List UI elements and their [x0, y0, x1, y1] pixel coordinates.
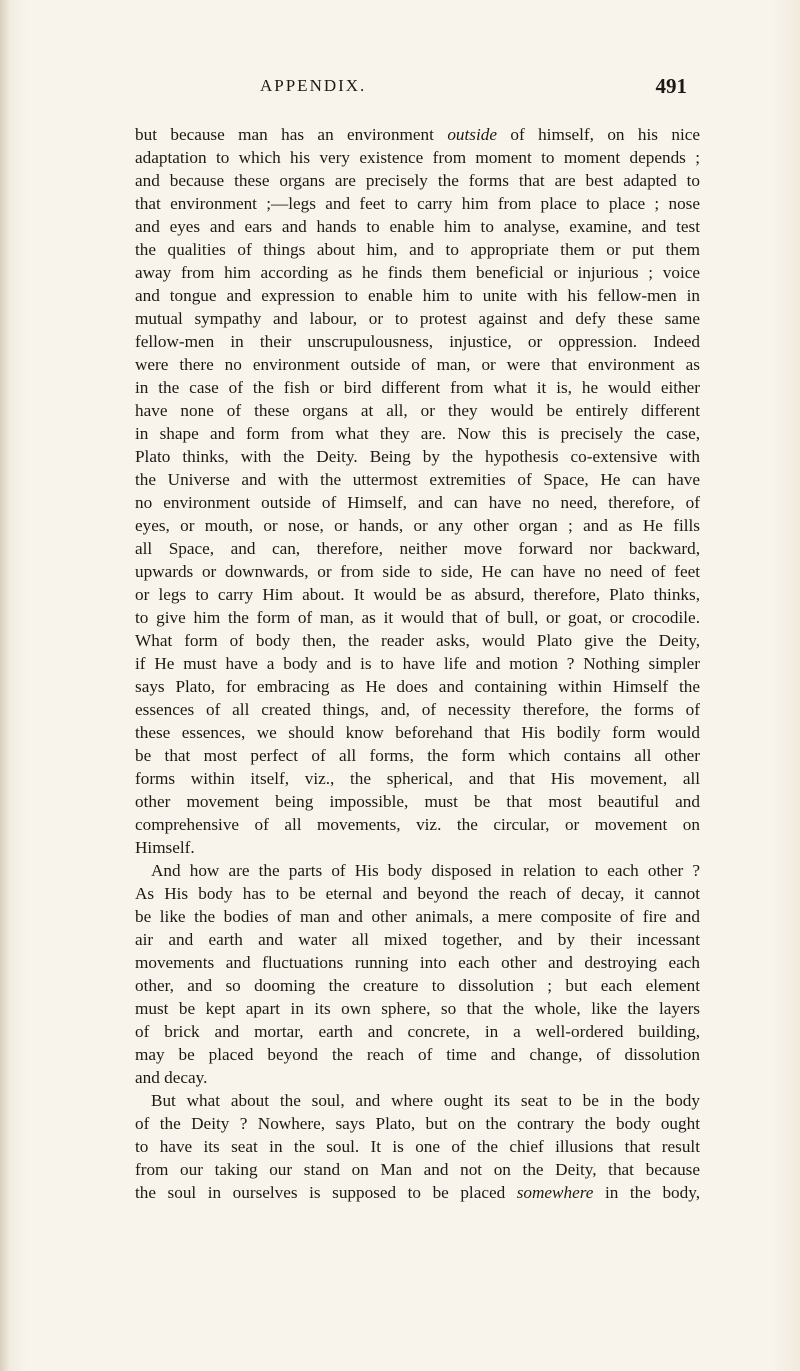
text-line: eyes, or mouth, or nose, or hands, or any other organ ; and as He fills: [135, 516, 700, 535]
text-line: the Universe and with the uttermost extremities of Space, He can have: [135, 470, 700, 489]
running-head: APPENDIX.: [260, 76, 367, 95]
text-line: no environment outside of Himself, and can have no need, therefore, of: [135, 493, 700, 512]
text-line: if He must have a body and is to have life and motion ? Nothing simpler: [135, 654, 700, 673]
text-line: to have its seat in the soul. It is one of the chief illusions that result: [135, 1137, 700, 1156]
text-line: air and earth and water all mixed together, and by their incessant: [135, 930, 700, 949]
text-line: But what about the soul, and where ought its seat to be in the body: [151, 1091, 700, 1110]
text-line: of the Deity ? Nowhere, says Plato, but on the contrary the body ought: [135, 1114, 700, 1133]
text-line: [135, 1181, 700, 1204]
text-segment: of himself, on his nice: [496, 125, 700, 144]
page-number: 491: [655, 74, 687, 98]
text-line: of brick and mortar, earth and concrete, in a well-ordered building,: [135, 1022, 700, 1041]
text-line: other, and so dooming the creature to dissolution ; but each element: [135, 976, 700, 995]
page-gutter-shadow: [0, 0, 10, 1371]
italic-segment: somewhere: [516, 1183, 594, 1202]
text-line: As His body has to be eternal and beyond the reach of decay, it cannot: [135, 884, 700, 903]
text-line: What form of body then, the reader asks, would Plato give the Deity,: [135, 631, 700, 650]
text-line: adaptation to which his very existence from moment to moment depends ;: [135, 148, 700, 167]
body-text: [135, 123, 700, 1204]
text-segment: the soul in ourselves is supposed to be placed: [135, 1183, 517, 1202]
text-line: mutual sympathy and labour, or to protest against and defy these same: [135, 309, 700, 328]
text-line: may be placed beyond the reach of time and change, of dissolution: [135, 1045, 700, 1064]
text-line: must be kept apart in its own sphere, so that the whole, like the layers: [135, 999, 700, 1018]
text-line: upwards or downwards, or from side to side, He can have no need of feet: [135, 562, 700, 581]
text-line: be like the bodies of man and other animals, a mere composite of fire and: [135, 907, 700, 926]
text-line: all Space, and can, therefore, neither move forward nor backward,: [135, 539, 700, 558]
text-line: in shape and form from what they are. Now this is precisely the case,: [135, 424, 700, 443]
text-line: in the case of the fish or bird different from what it is, he would either: [135, 378, 700, 397]
text-line: fellow-men in their unscrupulousness, injustice, or oppression. Indeed: [135, 332, 700, 351]
text-segment: in the body,: [593, 1183, 700, 1202]
italic-segment: outside: [447, 125, 497, 144]
text-segment: but because man has an environment: [135, 125, 448, 144]
text-line: to give him the form of man, as it would that of bull, or goat, or crocodile.: [135, 608, 700, 627]
text-line: have none of these organs at all, or they would be entirely different: [135, 401, 700, 420]
text-line: and tongue and expression to enable him to unite with his fellow-men in: [135, 286, 700, 305]
text-line: Plato thinks, with the Deity. Being by the hypothesis co-extensive with: [135, 447, 700, 466]
text-line: these essences, we should know beforehand that His bodily form would: [135, 723, 700, 742]
text-line: comprehensive of all movements, viz. the circular, or movement on: [135, 815, 700, 834]
text-line: [135, 123, 700, 146]
text-line: from our taking our stand on Man and not on the Deity, that because: [135, 1160, 700, 1179]
text-line: and eyes and ears and hands to enable him to analyse, examine, and test: [135, 217, 700, 236]
text-line: were there no environment outside of man, or were that environment as: [135, 355, 700, 374]
text-line: and decay.: [135, 1068, 208, 1087]
text-line: that environment ;—legs and feet to carry him from place to place ; nose: [135, 194, 700, 213]
text-line: essences of all created things, and, of necessity therefore, the forms of: [135, 700, 700, 719]
text-line: away from him according as he finds them beneficial or injurious ; voice: [135, 263, 700, 282]
page-header: [135, 76, 700, 106]
text-line: or legs to carry Him about. It would be as absurd, therefore, Plato thinks,: [135, 585, 700, 604]
text-line: other movement being impossible, must be that most beautiful and: [135, 792, 700, 811]
text-line: Himself.: [135, 838, 195, 857]
text-line: and because these organs are precisely the forms that are best adapted to: [135, 171, 700, 190]
text-line: forms within itself, viz., the spherical, and that His movement, all: [135, 769, 700, 788]
text-line: be that most perfect of all forms, the form which contains all other: [135, 746, 700, 765]
text-line: the qualities of things about him, and to appropriate them or put them: [135, 240, 700, 259]
text-line: says Plato, for embracing as He does and containing within Himself the: [135, 677, 700, 696]
text-line: movements and fluctuations running into each other and destroying each: [135, 953, 700, 972]
text-line: And how are the parts of His body disposed in relation to each other ?: [151, 861, 700, 880]
